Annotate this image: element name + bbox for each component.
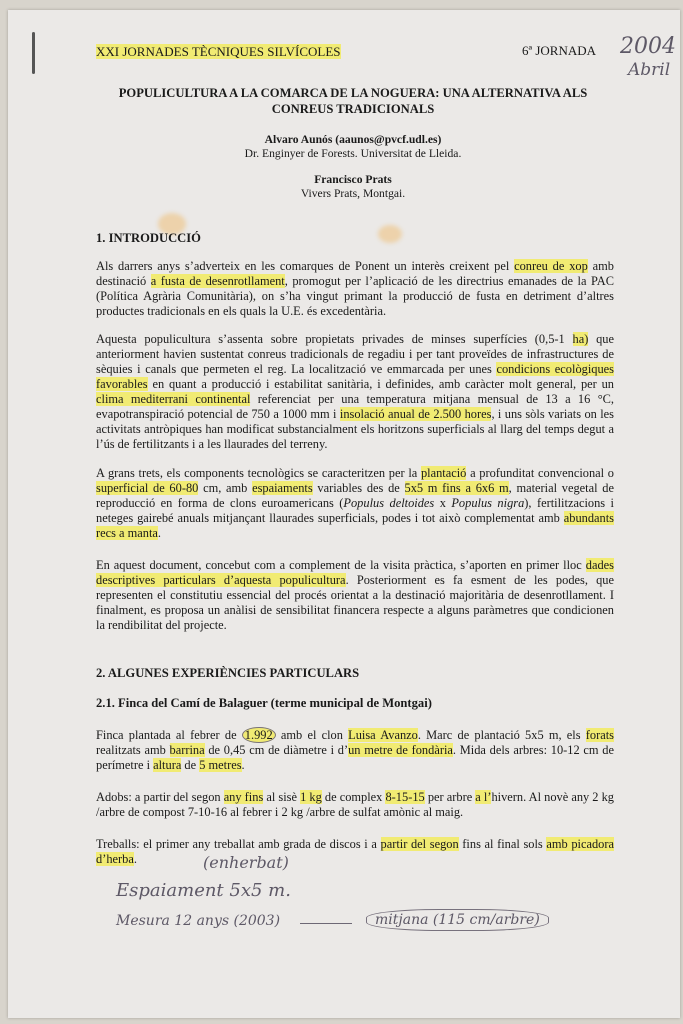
author-block-1 xyxy=(8,133,683,161)
author-name: Alvaro Aunós (aaunos@pvcf.udl.es) xyxy=(264,133,442,146)
paragraph-intro-3: A grans trets, els components tecnològics se caracteritzen per la plantació a profunditat convencional o superficial de 60-80 cm, amb espaiaments variables des de 5x5 m fins a 6x6 m, material vegetal de reproducció en forma de clons euroamericans (Populus deltoides x Populus nigra), fertilitzacions i neteges gairebé anuals mitjançant llaurades superficials, podes i tot això complementat amb abundants recs a manta. xyxy=(96,466,615,540)
handwritten-year: 2004 xyxy=(620,34,676,59)
jornada-label: 6ª JORNADA xyxy=(522,43,597,58)
handwritten-month: Abril xyxy=(628,60,671,80)
handwritten-note-espaiament: Espaiament 5x5 m. xyxy=(116,880,291,901)
document-title xyxy=(8,85,683,117)
binder-mark xyxy=(32,32,35,74)
paragraph-finca-2: Adobs: a partir del segon any fins al sisè 1 kg de complex 8-15-15 per arbre a l’hivern. Al novè any 2 kg /arbre de compost 7-10-16 al febrer i 2 kg /arbre de sulfat amònic al maig. xyxy=(96,790,614,819)
subsection-heading: 2.1. Finca del Camí de Balaguer (terme municipal de Montgai) xyxy=(96,696,432,710)
handwritten-dash xyxy=(300,923,352,924)
author-affiliation: Dr. Enginyer de Forests. Universitat de Lleida. xyxy=(244,147,462,160)
title-line-1: POPULICULTURA A LA COMARCA DE LA NOGUERA: UNA ALTERNATIVA ALS xyxy=(118,86,588,100)
author-block-2 xyxy=(8,173,683,201)
title-line-2: CONREUS TRADICIONALS xyxy=(271,102,435,116)
document-page xyxy=(8,10,680,1018)
handwritten-note-mitjana: mitjana (115 cm/arbre) xyxy=(366,909,549,931)
paragraph-finca-1: Finca plantada al febrer de 1.992 amb el clon Luisa Avanzo. Marc de plantació 5x5 m, els forats realitzats amb barrina de 0,45 cm de diàmetre i d’un metre de fondària. Mida dels arbres: 10-12 cm de perímetre i altura de 5 metres. xyxy=(96,728,615,772)
series-title: XXI JORNADES TÈCNIQUES SILVÍCOLES xyxy=(96,44,341,59)
handwritten-note-enherbat: (enherbat) xyxy=(203,853,289,872)
circled-year: 1.992 xyxy=(242,727,276,743)
author-affiliation: Vivers Prats, Montgai. xyxy=(300,187,406,200)
paragraph-intro-1: Als darrers anys s’adverteix en les comarques de Ponent un interès creixent pel conreu de xop amb destinació a fusta de desenrotllament, promogut per l’aplicació de les directrius emanades de la PAC (Política Agrària Comunitària), on s’ha vingut primant la producció de fusta en detriment d’altres productes tradicionals en els quals la U.E. és excedentària. xyxy=(96,259,614,318)
highlighter-smudge xyxy=(378,225,402,243)
section-heading: 2. ALGUNES EXPERIÈNCIES PARTICULARS xyxy=(96,666,360,680)
handwritten-note-mesura: Mesura 12 anys (2003) xyxy=(116,913,281,929)
paragraph-finca-3: Treballs: el primer any treballat amb grada de discos i a partir del segon fins al final sols amb picadora d’herba. xyxy=(96,837,614,866)
paragraph-intro-2: Aquesta populicultura s’assenta sobre propietats privades de minses superfícies (0,5-1 ha) que anteriorment havien sustentat conreus tradicionals de regadiu i per tant proveïdes de infrastructures de sèquies i canals que permeten el reg. La localització ve emmarcada per unes condicions ecològiques favorables en quant a producció i estabilitat sanitària, i definides, amb caràcter molt general, per un clima mediterrani continental referenciat per una temperatura mitjana mensual de 13 a 16 °C, evapotranspiració potencial de 750 a 1000 mm i insolació anual de 2.500 hores, i uns sòls variats on les activitats antròpiques han modificat substancialment els horitzons superficials al llarg del temps degut a l’ús de fertilitzants i a les llaurades del terreny. xyxy=(96,332,615,451)
paragraph-intro-4: En aquest document, concebut com a complement de la visita pràctica, s’aporten en primer lloc dades descriptives particulars d’aquesta populicultura. Posteriorment es fa esment de les podes, que representen el constitutiu essencial del procés orientat a la destinació majoritària de desenrotllament. I finalment, es proposa un anàlisi de sensibilitat financera respecte a alguns paràmetres que condicionen la rendibilitat del projecte. xyxy=(96,558,615,632)
author-name: Francisco Prats xyxy=(314,173,392,186)
section-heading: 1. INTRODUCCIÓ xyxy=(96,231,201,245)
